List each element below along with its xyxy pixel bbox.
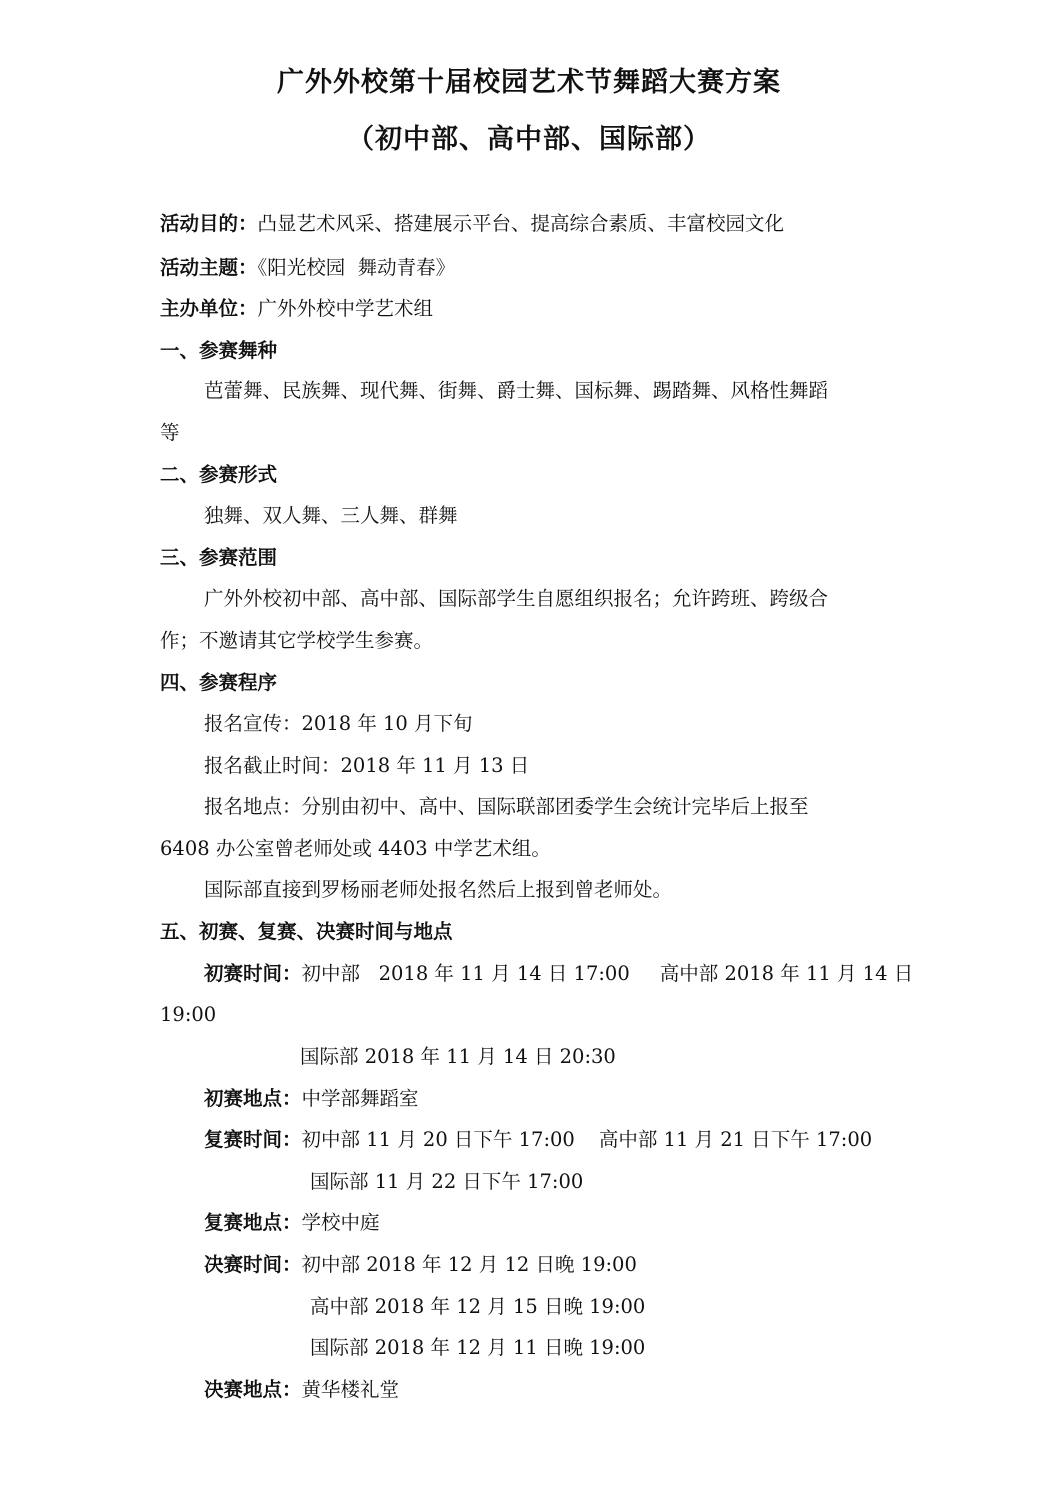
final-place-label: 决赛地点： (204, 1378, 302, 1401)
semi-time-label: 复赛时间： (204, 1128, 302, 1151)
section-3-text-cont: 作；不邀请其它学校学生参赛。 (160, 629, 434, 652)
document-subtitle: （初中部、高中部、国际部） (347, 124, 711, 155)
intro-organizer (160, 297, 433, 321)
semi-time-junior: 初中部 11 月 20 日下午 17:00 (301, 1128, 575, 1151)
intro-theme-label: 活动主题： (160, 256, 258, 279)
final-place-value: 黄华楼礼堂 (301, 1378, 400, 1401)
final-time (204, 1253, 637, 1277)
section-3-text: 广外外校初中部、高中部、国际部学生自愿组织报名；允许跨班、跨级合 (204, 587, 829, 610)
registration-place-cont: 6408 办公室曾老师处或 4403 中学艺术组。 (160, 837, 551, 860)
prelim-place-value: 中学部舞蹈室 (301, 1087, 419, 1110)
intro-theme (160, 256, 455, 280)
registration-place: 报名地点：分别由初中、高中、国际联部团委学生会统计完毕后上报至 (204, 795, 809, 818)
prelim-time-junior: 初中部 2018 年 11 月 14 日 17:00 (301, 962, 630, 985)
prelim-time-label: 初赛时间： (204, 962, 302, 985)
semi-place-label: 复赛地点： (204, 1211, 302, 1234)
semi-place-value: 学校中庭 (301, 1211, 380, 1234)
section-5-heading: 五、初赛、复赛、决赛时间与地点 (160, 920, 453, 943)
final-time-label: 决赛时间： (204, 1253, 302, 1276)
prelim-time-senior: 高中部 2018 年 11 月 14 日 (659, 962, 914, 985)
intro-purpose-value: 凸显艺术风采、搭建展示平台、提高综合素质、丰富校园文化 (257, 212, 785, 235)
prelim-time-senior-cont: 19:00 (160, 1003, 217, 1026)
final-time-senior: 高中部 2018 年 12 月 15 日晚 19:00 (310, 1295, 646, 1318)
final-place (204, 1378, 399, 1402)
section-4-heading: 四、参赛程序 (160, 671, 278, 694)
semi-place (204, 1211, 380, 1235)
section-1-text: 芭蕾舞、民族舞、现代舞、街舞、爵士舞、国标舞、踢踏舞、风格性舞蹈 (204, 379, 829, 402)
intro-organizer-value: 广外外校中学艺术组 (257, 297, 434, 320)
section-1-heading: 一、参赛舞种 (160, 339, 278, 362)
section-2-text: 独舞、双人舞、三人舞、群舞 (204, 504, 458, 527)
document-title: 广外外校第十届校园艺术节舞蹈大赛方案 (277, 67, 781, 98)
final-time-intl: 国际部 2018 年 12 月 11 日晚 19:00 (310, 1336, 646, 1359)
section-1-text-cont: 等 (160, 421, 180, 444)
intro-organizer-label: 主办单位： (160, 297, 258, 320)
final-time-junior: 初中部 2018 年 12 月 12 日晚 19:00 (301, 1253, 637, 1276)
section-2-heading: 二、参赛形式 (160, 463, 278, 486)
prelim-place (204, 1087, 419, 1111)
semi-time (204, 1128, 872, 1152)
prelim-time-intl: 国际部 2018 年 11 月 14 日 20:30 (300, 1045, 616, 1068)
intro-purpose (160, 212, 784, 236)
registration-deadline: 报名截止时间：2018 年 11 月 13 日 (204, 754, 530, 777)
registration-intl: 国际部直接到罗杨丽老师处报名然后上报到曾老师处。 (204, 878, 673, 901)
prelim-time (204, 962, 913, 986)
semi-time-senior: 高中部 11 月 21 日下午 17:00 (598, 1128, 873, 1151)
semi-time-intl: 国际部 11 月 22 日下午 17:00 (310, 1170, 584, 1193)
prelim-place-label: 初赛地点： (204, 1087, 302, 1110)
intro-purpose-label: 活动目的： (160, 212, 258, 235)
section-3-heading: 三、参赛范围 (160, 546, 278, 569)
intro-theme-value: 《阳光校园 舞动青春》 (257, 256, 456, 279)
registration-publicity: 报名宣传：2018 年 10 月下旬 (204, 712, 473, 735)
